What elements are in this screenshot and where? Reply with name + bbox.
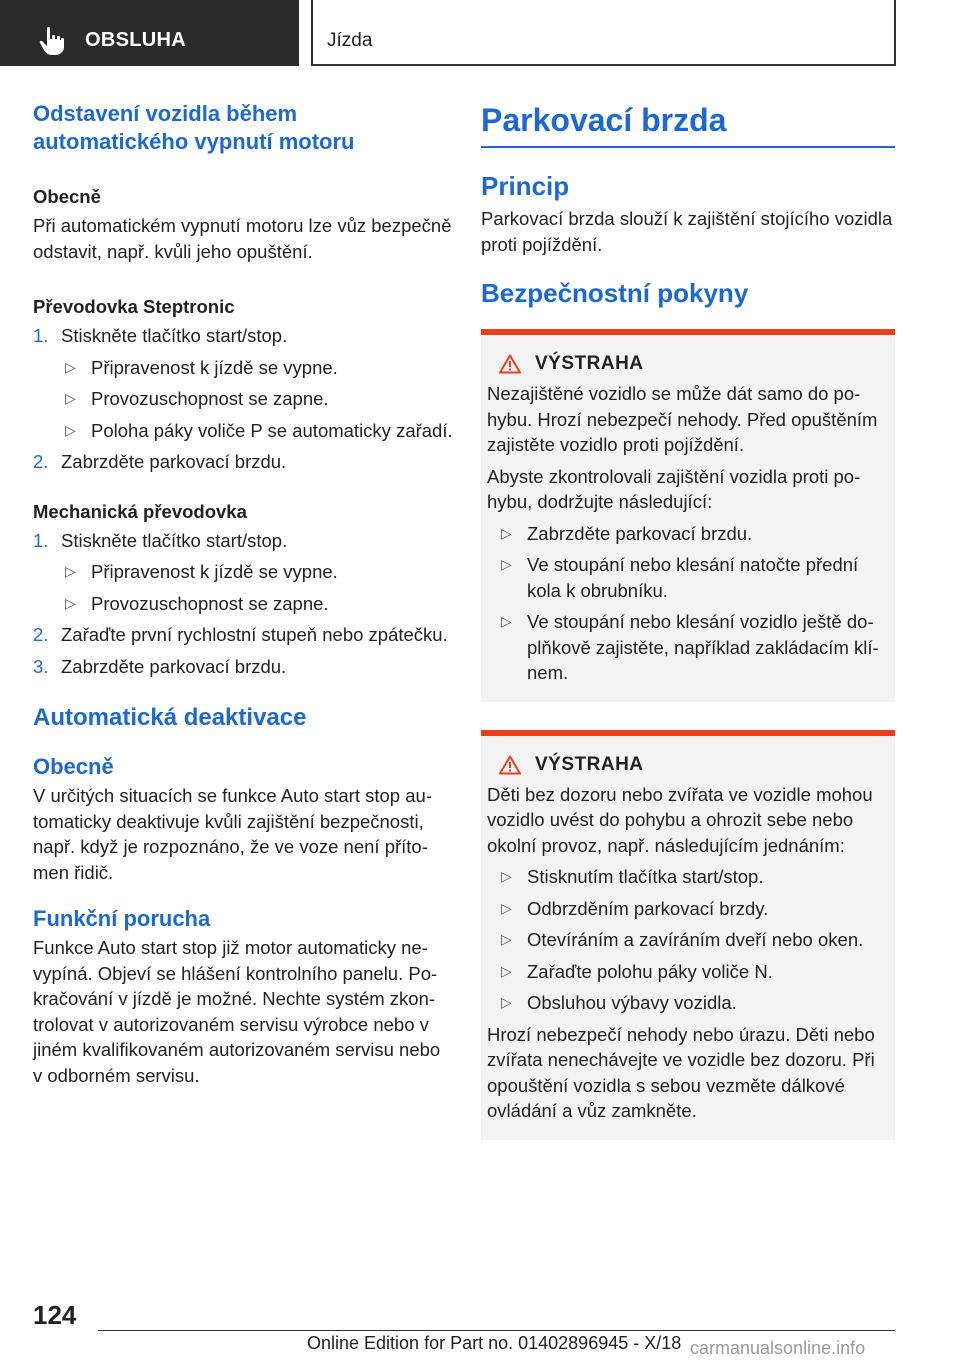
triangle-bullet-icon: ▷ bbox=[501, 868, 512, 884]
list-item: 3. Zabrzděte parkovací brzdu. bbox=[33, 655, 287, 677]
triangle-bullet-icon: ▷ bbox=[65, 358, 76, 375]
list-item: ▷ Otevíráním a zavíráním dveří nebo oken. bbox=[497, 927, 889, 953]
list-item: 1. Stiskněte tlačítko start/stop. ▷ Připravenost k jízdě se vypne. ▷ Provozuschopnost se zapne. bbox=[33, 528, 453, 617]
subheading-steptronic: Převodovka Steptronic bbox=[33, 296, 235, 317]
page-title: Parkovací brzda bbox=[481, 102, 727, 138]
list-item: ▷ Stisknutím tlačítka start/stop. bbox=[497, 864, 889, 890]
right-column bbox=[481, 100, 895, 1140]
triangle-bullet-icon: ▷ bbox=[501, 524, 512, 541]
triangle-bullet-icon: ▷ bbox=[65, 390, 76, 406]
malfunction-text: Funkce Auto start stop již motor automaticky nevypíná. Objeví se hlášení kontrolního panelu. Pokračování v jízdě je možné. Nechte systém zkontrolovat v autorizovaném servisu výrobce nebo v jiném kvalifikovaném autorizovaném servisu nebo v odborném servisu. bbox=[33, 937, 441, 1086]
list-item: ▷ Poloha páky voliče P se automaticky zařadí. bbox=[61, 418, 453, 444]
chapter-title: Jízda bbox=[327, 30, 373, 51]
subheading-general: Obecně bbox=[33, 186, 101, 207]
chapter-tab bbox=[311, 0, 896, 66]
list-item: ▷ Ve stoupání nebo klesání natočte přední kola k obrubníku. bbox=[501, 554, 859, 601]
subheading-principle: Princip bbox=[481, 171, 570, 201]
warning-box bbox=[481, 730, 895, 1140]
list-item: ▷ Provozuschopnost se zapne. bbox=[61, 591, 453, 617]
triangle-bullet-icon: ▷ bbox=[65, 594, 76, 611]
triangle-bullet-icon: ▷ bbox=[501, 962, 512, 979]
triangle-bullet-icon: ▷ bbox=[501, 613, 512, 629]
page-number: 124 bbox=[33, 1300, 77, 1330]
warning-box bbox=[481, 329, 895, 702]
auto-general-text: V určitých situacích se funkce Auto start stop automaticky deaktivuje kvůli zajištění bezpečnosti, např. když je rozpoznáno, že ve voze není přítomen řidič. bbox=[33, 785, 432, 883]
list-item: 2. Zabrzděte parkovací brzdu. bbox=[33, 451, 287, 472]
warning-bullets bbox=[497, 864, 889, 1016]
warning-bullets bbox=[497, 521, 889, 686]
list-item: ▷ Ve stoupání nebo klesání vozidlo ještě doplňkově zajistěte, například zakládacím klínem. bbox=[501, 611, 879, 683]
list-item: ▷ Odbrzděním parkovací brzdy. bbox=[497, 896, 889, 922]
edition-text: Online Edition for Part no. 01402896945 - X/18 bbox=[307, 1333, 682, 1353]
warning-text: Děti bez dozoru nebo zvířata ve vozidle mohou vozidlo uvést do pohybu a ohrozit sebe nebo okolní provoz, např. následujícím jednáním: bbox=[487, 783, 873, 856]
section-heading-auto-deactivation: Automatická deaktivace bbox=[33, 704, 307, 731]
general-text: Při automatickém vypnutí motoru lze vůz bezpečně odstavit, např. kvůli jeho opuštění. bbox=[33, 215, 452, 262]
list-item: 2. Zařaďte první rychlostní stupeň nebo zpátečku. bbox=[33, 624, 448, 645]
triangle-bullet-icon: ▷ bbox=[65, 421, 76, 438]
section-heading-shutdown-parking: Odstavení vozidla během automatického vypnutí motoru bbox=[33, 101, 355, 154]
principle-text: Parkovací brzda slouží k zajištění stojícího vozidla proti pojíždění. bbox=[481, 208, 893, 255]
subheading-manual: Mechanická převodovka bbox=[33, 500, 247, 522]
left-column bbox=[33, 100, 453, 1088]
warning-text: Abyste zkontrolovali zajištění vozidla proti pohybu, dodržujte následující: bbox=[487, 465, 861, 512]
list-item: ▷ Obsluhou výbavy vozidla. bbox=[497, 990, 889, 1016]
section-title: OBSLUHA bbox=[85, 29, 186, 51]
warning-label: VÝSTRAHA bbox=[535, 353, 644, 374]
section-tab bbox=[0, 0, 299, 66]
list-item: ▷ Zabrzděte parkovací brzdu. bbox=[497, 521, 889, 547]
triangle-bullet-icon: ▷ bbox=[501, 899, 512, 916]
steptronic-steps bbox=[33, 323, 453, 475]
warning-triangle-icon bbox=[499, 354, 521, 374]
list-item: 1. Stiskněte tlačítko start/stop. ▷ Připravenost k jízdě se vypne. ▷ Provozuschopnost se zapne. ▷ Poloha páky voliče P se automaticky zařadí. bbox=[33, 323, 453, 443]
subheading-auto-general: Obecně bbox=[33, 754, 114, 779]
triangle-bullet-icon: ▷ bbox=[65, 563, 76, 579]
title-rule bbox=[481, 146, 895, 148]
list-item: ▷ Zařaďte polohu páky voliče N. bbox=[497, 959, 889, 985]
manual-steps bbox=[33, 528, 453, 680]
list-item: ▷ Připravenost k jízdě se vypne. bbox=[61, 355, 453, 381]
list-item: ▷ Připravenost k jízdě se vypne. bbox=[61, 559, 453, 585]
footer-rule bbox=[98, 1330, 895, 1331]
subheading-malfunction: Funkční porucha bbox=[33, 906, 211, 931]
watermark: carmanualsonline.info bbox=[690, 1338, 866, 1358]
warning-label: VÝSTRAHA bbox=[535, 753, 644, 775]
hand-pointer-icon bbox=[38, 26, 66, 56]
triangle-bullet-icon: ▷ bbox=[501, 994, 512, 1010]
triangle-bullet-icon: ▷ bbox=[501, 556, 512, 572]
list-item: ▷ Provozuschopnost se zapne. bbox=[61, 386, 453, 412]
warning-triangle-icon bbox=[499, 755, 521, 775]
subheading-safety: Bezpečnostní pokyny bbox=[481, 278, 749, 308]
warning-text: Nezajištěné vozidlo se může dát samo do pohybu. Hrozí nebezpečí nehody. Před opuštěním zajistěte vozidlo proti pojíždění. bbox=[487, 383, 878, 455]
warning-text: Hrozí nebezpečí nehody nebo úrazu. Děti nebo zvířata nenechávejte ve vozidle bez dozoru. Při opouštění vozidla s sebou vezměte dálkové ovládání a vůz zamkněte. bbox=[487, 1023, 875, 1121]
triangle-bullet-icon: ▷ bbox=[501, 931, 512, 947]
